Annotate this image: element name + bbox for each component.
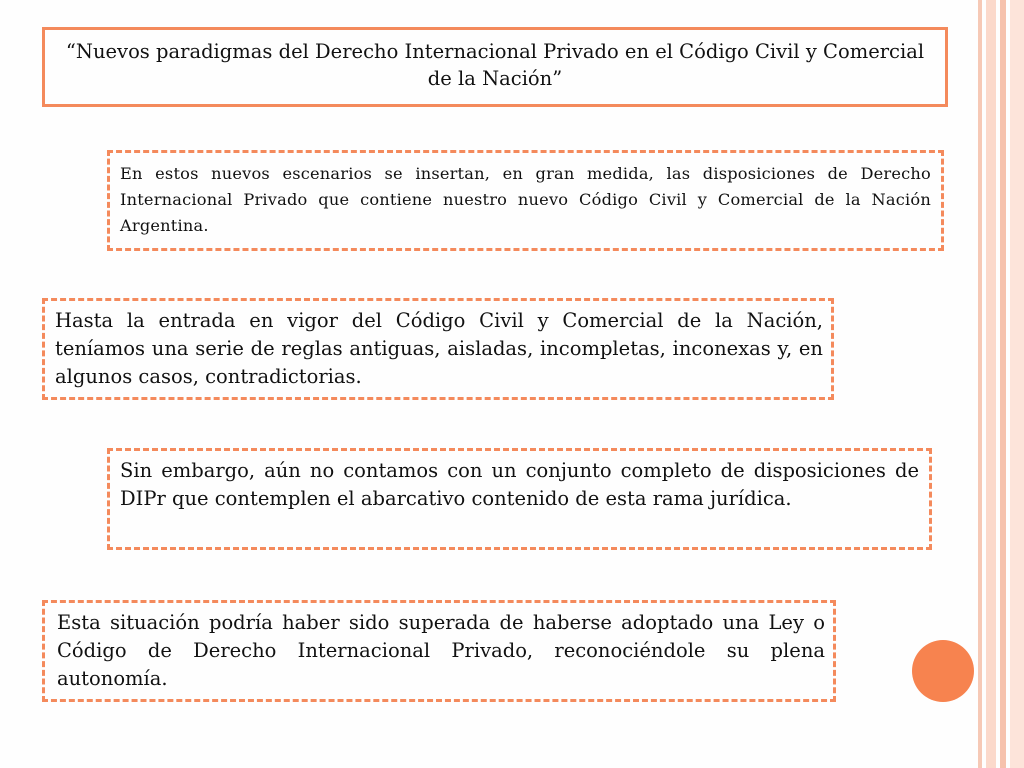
decorative-stripe — [1010, 0, 1024, 768]
decorative-stripe — [1000, 0, 1006, 768]
decorative-stripe — [986, 0, 996, 768]
text-box-sin-embargo: Sin embargo, aún no contamos con un conjunto completo de disposiciones de DIPr que contemplen el abarcativo contenido de esta rama jurídica. — [107, 448, 932, 550]
text-box-situacion: Esta situación podría haber sido superada de haberse adoptado una Ley o Código de Derecho Internacional Privado, reconociéndole su plena autonomía. — [42, 600, 836, 702]
text-box-escenarios: En estos nuevos escenarios se insertan, en gran medida, las disposiciones de Derecho Internacional Privado que contiene nuestro nuevo Código Civil y Comercial de la Nación Argentina. — [107, 150, 944, 251]
decorative-stripe — [978, 0, 982, 768]
text-box-entrada-en-vigor: Hasta la entrada en vigor del Código Civil y Comercial de la Nación, teníamos una serie de reglas antiguas, aisladas, incompletas, inconexas y, en algunos casos, contradictorias. — [42, 298, 834, 400]
decorative-circle — [912, 640, 974, 702]
slide-title: “Nuevos paradigmas del Derecho Internacional Privado en el Código Civil y Comercial de la Nación” — [42, 27, 948, 107]
